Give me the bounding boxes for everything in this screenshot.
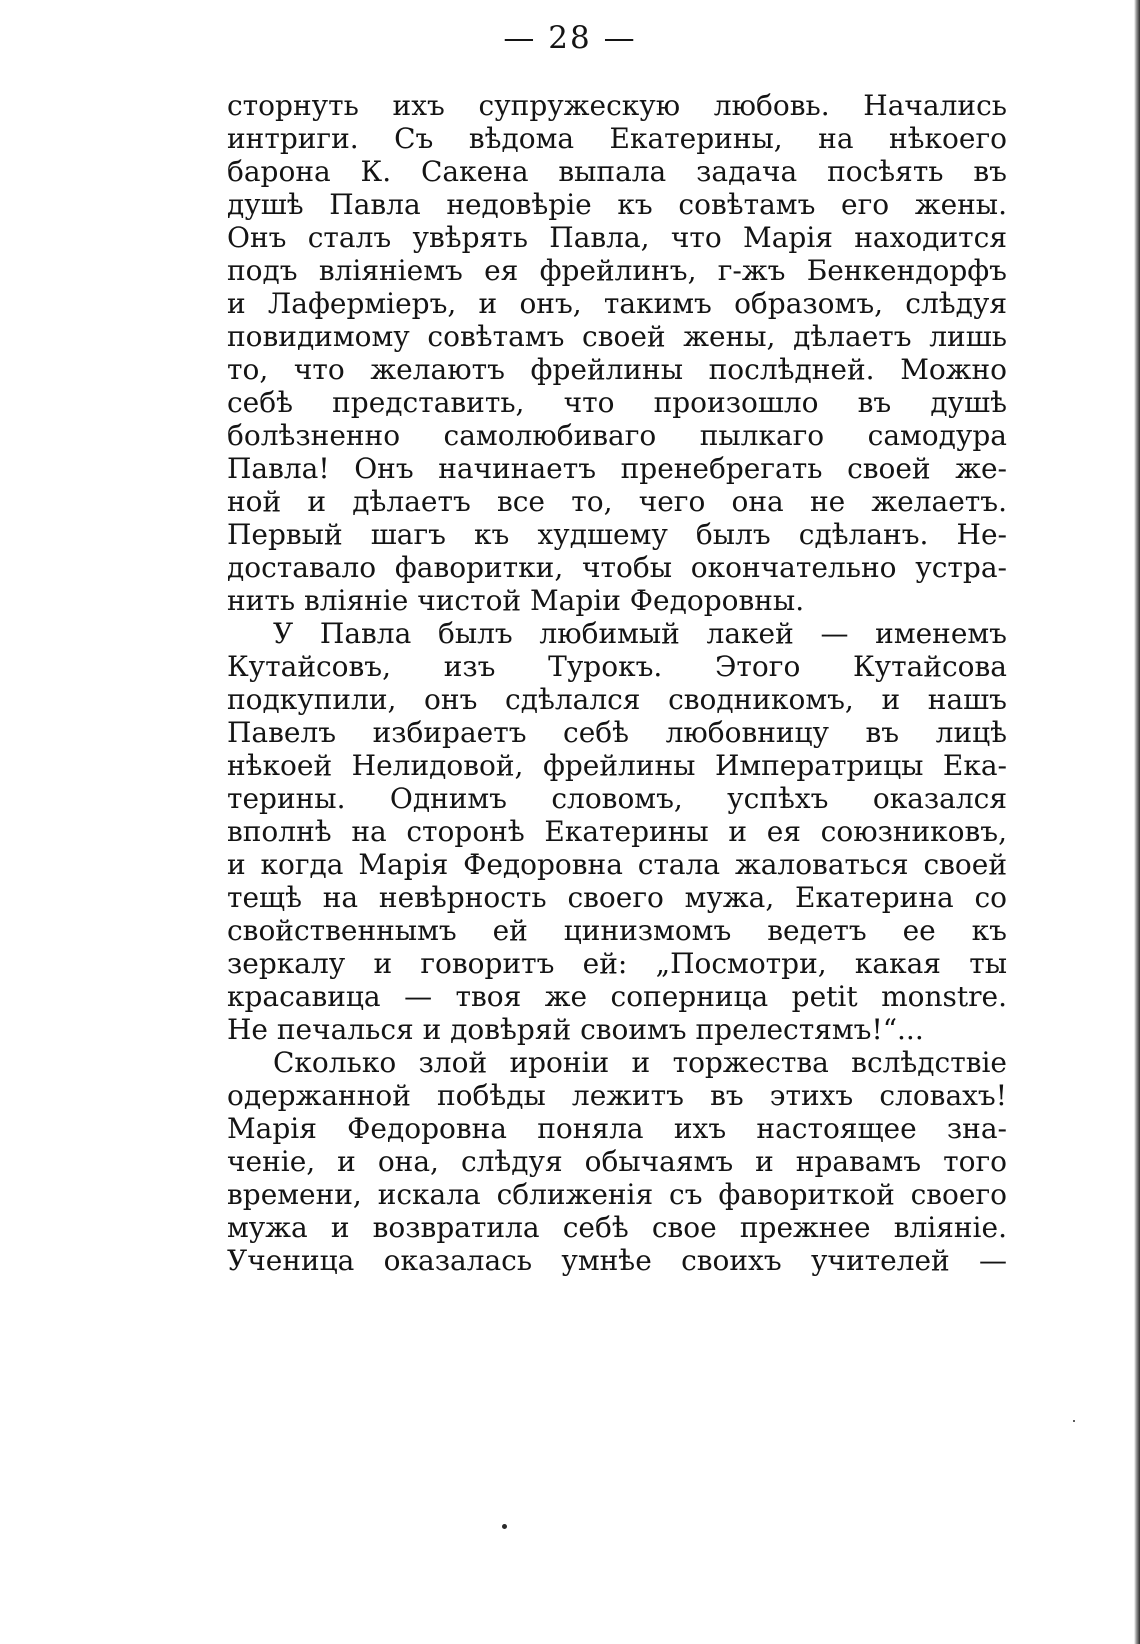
body-text [227, 89, 1007, 1277]
text-line: барона К. Сакена выпала задача посѣять въ [227, 155, 1007, 188]
text-line: терины. Однимъ словомъ, успѣхъ оказался [227, 782, 1007, 815]
text-line: Марія Федоровна поняла ихъ настоящее зна- [227, 1112, 1007, 1145]
text-line: мужа и возвратила себѣ свое прежнее вліяніе. [227, 1211, 1007, 1244]
text-line: повидимому совѣтамъ своей жены, дѣлаетъ лишь [227, 320, 1007, 353]
text-line: времени, искала сближенія съ фавориткой своего [227, 1178, 1007, 1211]
text-line: одержанной побѣды лежитъ въ этихъ словахъ! [227, 1079, 1007, 1112]
text-line: ной и дѣлаетъ все то, чего она не желаетъ. [227, 485, 1007, 518]
scan-edge-line [1134, 0, 1140, 1644]
text-line: и когда Марія Федоровна стала жаловаться своей [227, 848, 1007, 881]
text-line: Не печалься и довѣряй своимъ прелестямъ!“... [227, 1013, 924, 1046]
text-line: болѣзненно самолюбиваго пылкаго самодура [227, 419, 1007, 452]
text-line: Павелъ избираетъ себѣ любовницу въ лицѣ [227, 716, 1007, 749]
scan-speck [502, 1524, 507, 1529]
text-line: Сколько злой ироніи и торжества вслѣдствіе [273, 1046, 1007, 1079]
text-line: подъ вліяніемъ ея фрейлинъ, г-жъ Бенкендорфъ [227, 254, 1007, 287]
text-line: сторнуть ихъ супружескую любовь. Начались [227, 89, 1007, 122]
text-line: душѣ Павла недовѣріе къ совѣтамъ его жены. [227, 188, 1007, 221]
text-line: себѣ представить, что произошло въ душѣ [227, 386, 1007, 419]
text-line: зеркалу и говоритъ ей: „Посмотри, какая ты [227, 947, 1007, 980]
text-line: Ученица оказалась умнѣе своихъ учителей — [227, 1244, 1007, 1277]
text-line: Онъ сталъ увѣрять Павла, что Марія находится [227, 221, 1007, 254]
text-line: то, что желаютъ фрейлины послѣдней. Можно [227, 353, 1007, 386]
text-line: У Павла былъ любимый лакей — именемъ [273, 617, 1007, 650]
text-line: вполнѣ на сторонѣ Екатерины и ея союзниковъ, [227, 815, 1007, 848]
text-line: ченіе, и она, слѣдуя обычаямъ и нравамъ того [227, 1145, 1007, 1178]
text-line: Первый шагъ къ худшему былъ сдѣланъ. Не- [227, 518, 1007, 551]
scan-speck [1073, 1420, 1075, 1422]
text-line: Кутайсовъ, изъ Турокъ. Этого Кутайсова [227, 650, 1007, 683]
text-line: и Лаферміеръ, и онъ, такимъ образомъ, слѣдуя [227, 287, 1007, 320]
text-line: Павла! Онъ начинаетъ пренебрегать своей же- [227, 452, 1007, 485]
text-line: свойственнымъ ей цинизмомъ ведетъ ее къ [227, 914, 1007, 947]
text-line: доставало фаворитки, чтобы окончательно устра- [227, 551, 1007, 584]
page-number: — 28 — [503, 20, 637, 56]
text-line: красавица — твоя же соперница petit monstre. [227, 980, 1007, 1013]
text-line: нѣкоей Нелидовой, фрейлины Императрицы Ека- [227, 749, 1007, 782]
text-line: тещѣ на невѣрность своего мужа, Екатерина со [227, 881, 1007, 914]
text-line: интриги. Съ вѣдома Екатерины, на нѣкоего [227, 122, 1007, 155]
text-line: нить вліяніе чистой Маріи Федоровны. [227, 584, 805, 617]
text-line: подкупили, онъ сдѣлался сводникомъ, и нашъ [227, 683, 1007, 716]
